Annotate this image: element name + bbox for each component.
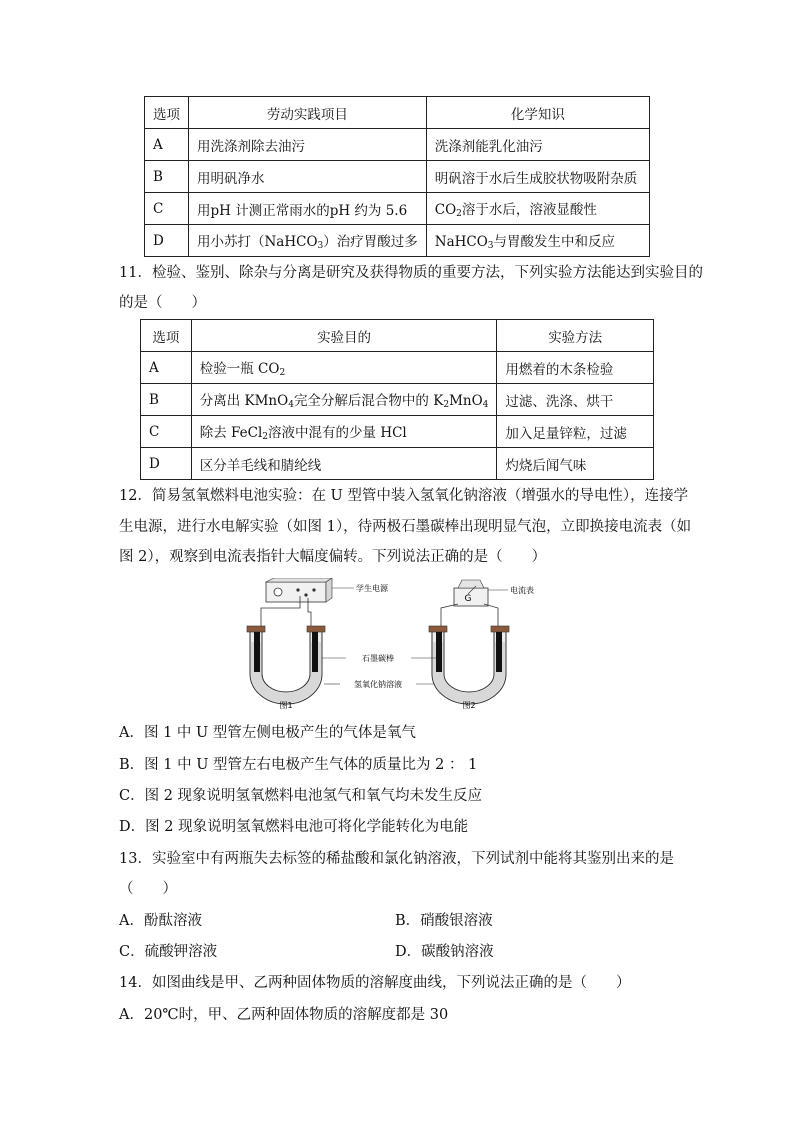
q12-stem-line1: 12．简易氢氧燃料电池实验：在 U 型管中装入氢氧化钠溶液（增强水的导电性），连接学 [119, 488, 689, 504]
row-method: 灼烧后闻气味 [497, 448, 654, 480]
row-option: A [145, 129, 189, 161]
table-row [145, 193, 650, 225]
subscript: 3 [317, 241, 324, 251]
q13-option-d: D．碳酸钠溶液 [395, 944, 494, 960]
q14-stem: 14．如图曲线是甲、乙两种固体物质的溶解度曲线，下列说法正确的是（ ） [119, 975, 631, 991]
subscript: 3 [487, 241, 494, 251]
header-option: 选项 [145, 97, 189, 129]
aim-text: 分离出 KMnO [199, 393, 289, 409]
label-figure2: 图2 [462, 701, 476, 710]
q14-option-a: A．20℃时，甲、乙两种固体物质的溶解度都是 30 [119, 1007, 449, 1023]
table-header-row [145, 97, 650, 129]
row-item: 用明矾净水 [189, 161, 427, 193]
row-item: 用pH 计测正常雨水的pH 约为 5.6 [189, 193, 427, 225]
q12-option-a: A．图 1 中 U 型管左侧电极产生的气体是氧气 [119, 725, 416, 741]
aim-text: 溶液中混有的少量 HCl [268, 425, 407, 441]
table-row [141, 448, 654, 480]
row-option: C [145, 193, 189, 225]
q11-stem-line2: 的是（ ） [119, 295, 206, 311]
ammeter-g-symbol: G [464, 594, 472, 604]
label-ammeter: 电流表 [510, 586, 534, 595]
row-item [189, 225, 427, 257]
formula-text: CO [434, 202, 457, 218]
label-naoh-solution: 氢氧化钠溶液 [354, 680, 402, 689]
header-labor-item: 劳动实践项目 [189, 97, 427, 129]
row-method: 加入足量锌粒，过滤 [497, 416, 654, 448]
row-aim [191, 448, 497, 480]
row-knowledge [426, 225, 649, 257]
table-row [141, 352, 654, 384]
aim-text: 检验一瓶 CO [199, 361, 280, 377]
aim-text: MnO [449, 393, 483, 409]
aim-text: 除去 FeCl [199, 425, 263, 441]
table-row [145, 161, 650, 193]
q13-option-c: C．硫酸钾溶液 [119, 944, 218, 960]
q13-stem-line1: 13．实验室中有两瓶失去标签的稀盐酸和氯化钠溶液，下列试剂中能将其鉴别出来的是 [119, 851, 674, 867]
ammeter-device [454, 580, 488, 606]
subscript: 2 [456, 209, 462, 219]
formula-text: NaHCO [434, 234, 488, 250]
label-graphite-rod: 石墨碳棒 [362, 654, 394, 663]
header-option: 选项 [141, 320, 192, 352]
subscript: 4 [482, 400, 489, 410]
row-method: 用燃着的木条检验 [497, 352, 654, 384]
header-experiment-method: 实验方法 [497, 320, 654, 352]
fuel-cell-figure [236, 578, 566, 712]
subscript: 2 [443, 400, 450, 410]
row-knowledge [426, 193, 649, 225]
subscript: 2 [279, 368, 286, 378]
item-text: ）治疗胃酸过多 [323, 234, 418, 250]
q11-stem-line1: 11．检验、鉴别、除杂与分离是研究及获得物质的重要方法，下列实验方法能达到实验目的 [119, 265, 703, 281]
table-row [145, 129, 650, 161]
u-tube-figure1 [247, 626, 325, 704]
q12-option-b: B．图 1 中 U 型管左右电极产生气体的质量比为 2 ： 1 [119, 757, 478, 773]
subscript: 2 [262, 432, 269, 442]
subscript: 4 [288, 400, 294, 410]
row-option: D [141, 448, 192, 480]
aim-text: 完全分解后混合物中的 K [293, 393, 444, 409]
table-row [145, 225, 650, 257]
header-chem-knowledge: 化学知识 [426, 97, 649, 129]
q12-stem-line2: 生电源，进行水电解实验（如图 1），待两极石墨碳棒出现明显气泡，立即换接电流表（如 [119, 519, 692, 535]
table-header-row [141, 320, 654, 352]
student-power-supply [266, 578, 332, 602]
row-option: B [145, 161, 189, 193]
row-knowledge: 明矾溶于水后生成胶状物吸附杂质 [426, 161, 649, 193]
knowledge-text: 与胃酸发生中和反应 [493, 234, 616, 250]
row-aim [191, 352, 497, 384]
table-labor-practice [144, 96, 650, 257]
table-row [141, 416, 654, 448]
q13-option-a: A．酚酞溶液 [119, 913, 202, 929]
u-tube-figure2 [429, 626, 509, 704]
aim-text: 区分羊毛线和腈纶线 [199, 457, 322, 474]
row-option: D [145, 225, 189, 257]
row-aim [191, 416, 497, 448]
table-row [141, 384, 654, 416]
q13-stem-line2: （ ） [119, 881, 177, 897]
knowledge-text: 溶于水后，溶液显酸性 [461, 202, 597, 218]
row-aim [191, 384, 497, 416]
row-knowledge: 洗涤剂能乳化油污 [426, 129, 649, 161]
label-power-supply: 学生电源 [356, 584, 388, 593]
item-text: 用小苏打（NaHCO [197, 234, 318, 250]
q13-option-b: B．硝酸银溶液 [395, 913, 493, 929]
header-experiment-aim: 实验目的 [191, 320, 497, 352]
row-option: B [141, 384, 192, 416]
q12-stem-line3: 图 2），观察到电流表指针大幅度偏转。下列说法正确的是（ ） [119, 549, 547, 565]
row-method: 过滤、洗涤、烘干 [497, 384, 654, 416]
row-option: C [141, 416, 192, 448]
row-item: 用洗涤剂除去油污 [189, 129, 427, 161]
label-figure1: 图1 [279, 701, 293, 710]
q12-option-d: D．图 2 现象说明氢氧燃料电池可将化学能转化为电能 [119, 819, 469, 835]
q12-option-c: C．图 2 现象说明氢氧燃料电池氢气和氧气均未发生反应 [119, 788, 483, 804]
table-experiment-methods [140, 319, 654, 480]
row-option: A [141, 352, 192, 384]
